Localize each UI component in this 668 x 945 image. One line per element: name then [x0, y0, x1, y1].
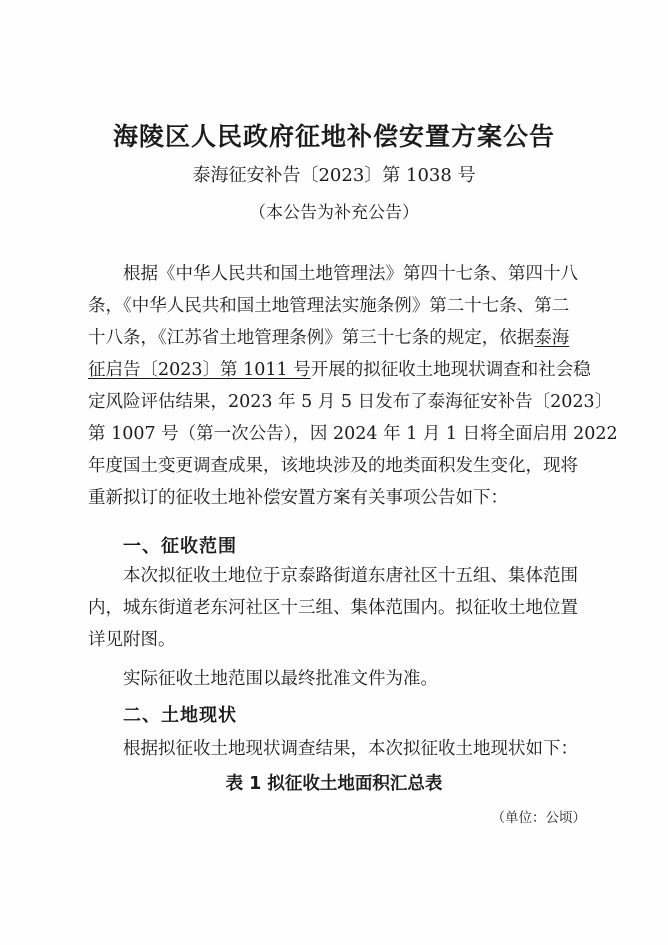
referenced-notice-link: 泰海	[534, 328, 570, 348]
section-heading-scope: 一、征收范围	[123, 536, 237, 557]
intro-line: 第 1007 号（第一次公告），因 2024 年 1 月 1 日将全面启用 2022	[88, 424, 618, 444]
intro-line: 重新拟订的征收土地补偿安置方案有关事项公告如下：	[88, 488, 508, 508]
intro-text: 开展的拟征收土地现状调查和社会稳	[310, 360, 591, 380]
referenced-notice-number: 征启告〔2023〕第 1011 号	[88, 360, 311, 380]
intro-line	[88, 322, 598, 354]
scope-paragraph	[88, 560, 598, 656]
document-title: 海陵区人民政府征地补偿安置方案公告	[112, 122, 555, 151]
scope-note-paragraph	[88, 663, 598, 695]
status-paragraph	[88, 733, 598, 765]
supplement-note: （本公告为补充公告）	[249, 203, 419, 223]
intro-text: 十八条，《江苏省土地管理条例》第三十七条的规定，依据	[88, 328, 535, 348]
status-line: 根据拟征收土地现状调查结果，本次拟征收土地现状如下：	[123, 739, 578, 759]
intro-line: 根据《中华人民共和国土地管理法》第四十七条、第四十八	[123, 264, 578, 284]
scope-line: 内，城东街道老东河社区十三组、集体范围内。拟征收土地位置	[88, 598, 578, 618]
intro-line	[88, 354, 598, 386]
intro-line: 年度国土变更调查成果，该地块涉及的地类面积发生变化，现将	[88, 456, 578, 476]
intro-paragraph	[88, 258, 618, 514]
scope-note-line: 实际征收土地范围以最终批准文件为准。	[123, 669, 438, 689]
table-unit: （单位：公顷）	[491, 810, 586, 826]
intro-line: 定风险评估结果，2023 年 5 月 5 日发布了泰海征安补告〔2023〕	[88, 392, 613, 412]
scope-line: 本次拟征收土地位于京泰路街道东唐社区十五组、集体范围	[123, 566, 578, 586]
scope-line: 详见附图。	[88, 630, 176, 650]
document-number: 泰海征安补告〔2023〕第 1038 号	[192, 165, 476, 186]
section-heading-status: 二、土地现状	[123, 705, 237, 726]
intro-line: 条，《中华人民共和国土地管理法实施条例》第二十七条、第二	[88, 296, 570, 316]
table-title: 表 1 拟征收土地面积汇总表	[225, 774, 443, 794]
